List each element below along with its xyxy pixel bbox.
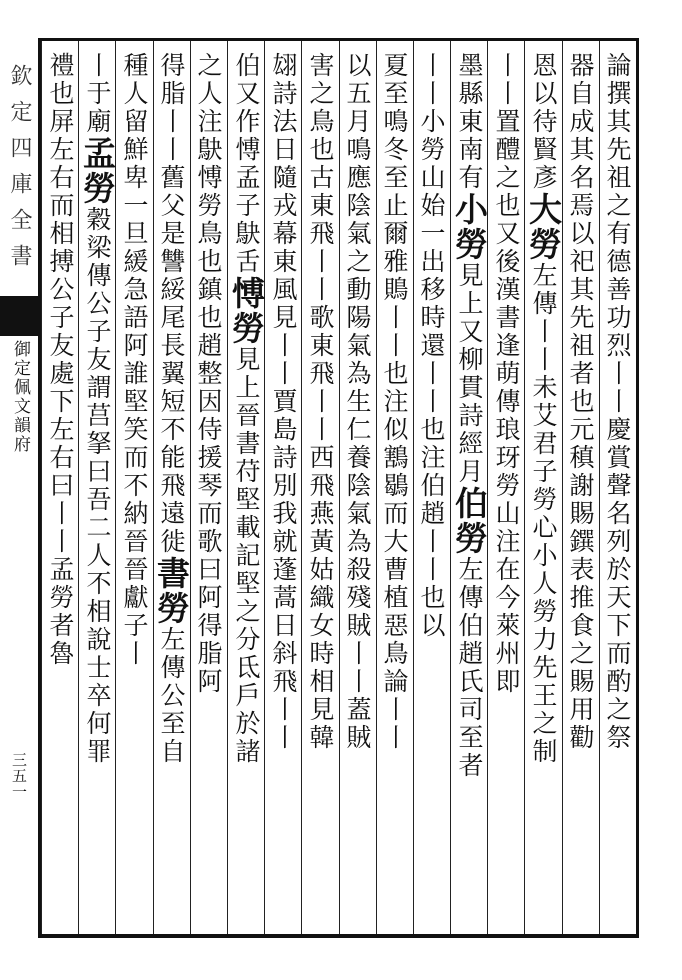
margin-black-tab [0, 296, 38, 336]
column-text: 左傳公至自 [157, 626, 186, 766]
text-column [523, 52, 563, 766]
text-column [188, 52, 228, 696]
headword: 伯勞 [450, 486, 489, 556]
margin-page-number: 三五一 [10, 752, 28, 800]
margin-book-title: 御定佩文韻府 [10, 340, 30, 454]
text-column [597, 52, 637, 752]
headword: 孟勞 [78, 136, 117, 206]
column-text: 得脂丨丨舊父是讐綏尾長翼短不能飛遠徙 [157, 52, 186, 556]
text-column [77, 52, 117, 766]
column-text: 屏左右而相搏公子友處下左右曰丨丨孟勞者魯 [46, 108, 75, 668]
column-text: 翃詩法日隨戎幕東風見丨丨賈島詩別我就蓬蒿日斜飛丨丨 [269, 52, 298, 752]
column-text: 論撰其先祖之有德善功烈丨丨慶賞聲名列於天下而酌之祭 [603, 52, 632, 752]
column-text: 種人留鮮卑一旦緩急語阿誰堅笑而不納 [120, 52, 149, 528]
column-text: 見上晉書苻堅載記堅之分氐戶於諸 [232, 346, 261, 766]
headword: 小勞 [450, 192, 489, 262]
column-text: 丨丨置醴之 [492, 52, 521, 192]
text-column [411, 52, 451, 640]
frame-top-border [38, 38, 638, 41]
text-column [151, 52, 191, 766]
margin-strip [0, 0, 38, 980]
column-text: 鎮也趙整因侍援琴而歌曰阿得脂阿 [194, 276, 223, 696]
text-column [486, 52, 526, 696]
column-text: 晉晉獻子丨 [120, 528, 149, 668]
column-text: 丨于廟 [83, 52, 112, 136]
column-text: 穀梁傳公子友謂莒拏曰吾二人不相說士卒何罪 [83, 206, 112, 766]
text-column [300, 52, 340, 752]
column-text: 左傳伯趙氏司至者 [455, 556, 484, 780]
text-column [374, 52, 414, 752]
margin-collection-title: 欽定四庫全書 [7, 64, 32, 280]
frame-bottom-border [38, 934, 638, 938]
column-text: 害之鳥也古東飛丨丨歌東飛丨丨西飛燕黃姑織女時相見韓 [306, 52, 335, 752]
column-text: 禮也 [46, 52, 75, 108]
text-column [226, 52, 266, 766]
headword: 書勞 [152, 556, 191, 626]
column-text: 墨縣東南有 [455, 52, 484, 192]
column-text: 伯又作愽孟子鴃舌 [232, 52, 261, 276]
headword: 愽勞 [227, 276, 266, 346]
column-text: 之人注鴃愽勞鳥也 [194, 52, 223, 276]
column-text: 夏至鳴冬至止爾雅鵙丨丨也注似鶷鶡而大曹植惡鳥論丨丨 [380, 52, 409, 752]
column-text: 器自成其名焉以祀其先祖者也元稹謝賜鐉表推食之賜用勸 [566, 52, 595, 752]
column-text: 恩以待賢彥 [529, 52, 558, 192]
text-column [337, 52, 377, 752]
text-column [40, 52, 80, 668]
column-text: 以五月鳴應陰氣之動陽氣為生仁養陰氣為殺殘賊丨丨蓋賊 [343, 52, 372, 752]
text-column [263, 52, 303, 752]
column-text: 始一出移時還丨丨也注伯趙丨丨也以 [417, 192, 446, 640]
text-column [560, 52, 600, 752]
column-text: 也又後漢書逢萌傳琅玡勞山注在今萊州即 [492, 192, 521, 696]
text-column [449, 52, 489, 780]
column-text: 見上又柳貫詩經月 [455, 262, 484, 486]
column-text: 丨丨小勞山 [417, 52, 446, 192]
headword: 大勞 [524, 192, 563, 262]
column-text: 左傳丨丨未艾君子勞心小人勞力先王之制 [529, 262, 558, 766]
text-column [114, 52, 154, 668]
